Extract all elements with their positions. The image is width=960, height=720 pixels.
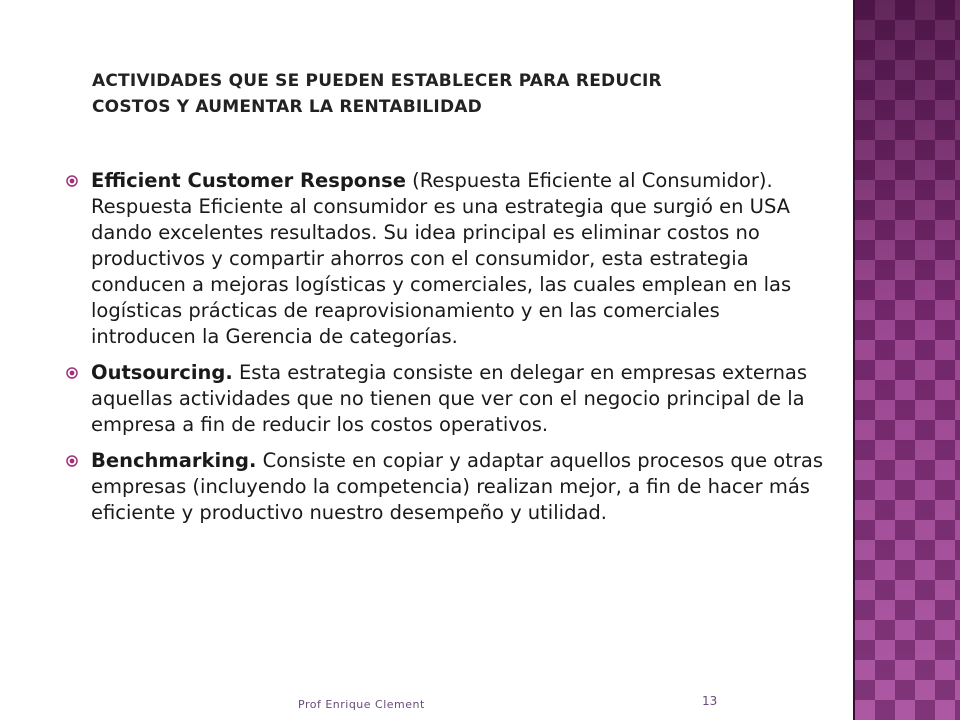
decorative-side-panel [855,0,960,720]
page-number: 13 [702,694,718,708]
circled-dot-icon [66,175,78,187]
bullet-text: (Respuesta Eficiente al Consumidor). Respuesta Eficiente al consumidor es una estrategia que surgió en USA dando excelentes resultados. Su idea principal es eliminar costos no productivos y compartir ahorros con el consumidor, esta estrategia conducen a mejoras logísticas y comerciales, las cuales emplean en las logísticas prácticas de reaprovisionamiento y en las comerciales introducen la Gerencia de categorías. [91,169,792,348]
circled-dot-icon [66,367,78,379]
bullet-item-benchmarking [66,448,826,526]
bullet-text: Esta estrategia consiste en delegar en empresas externas aquellas actividades que no tienen que ver con el negocio principal de la empresa a fin de reducir los costos operativos. [91,361,808,436]
bullet-term: Benchmarking. [91,449,257,472]
footer-author: Prof Enrique Clement [298,698,425,711]
slide-title [92,68,792,120]
bullet-item-ecr [66,168,826,350]
circled-dot-icon [66,455,78,467]
bullet-list [66,168,826,536]
title-line-1: ACTIVIDADES QUE SE PUEDEN ESTABLECER PARA REDUCIR [92,71,662,91]
bullet-text: Consiste en copiar y adaptar aquellos procesos que otras empresas (incluyendo la competencia) realizan mejor, a fin de hacer más eficiente y productivo nuestro desempeño y utilidad. [91,449,823,524]
bullet-item-outsourcing [66,360,826,438]
bullet-term: Outsourcing. [91,361,233,384]
title-line-2: COSTOS Y AUMENTAR LA RENTABILIDAD [92,97,482,117]
bullet-term: Efficient Customer Response [91,169,406,192]
